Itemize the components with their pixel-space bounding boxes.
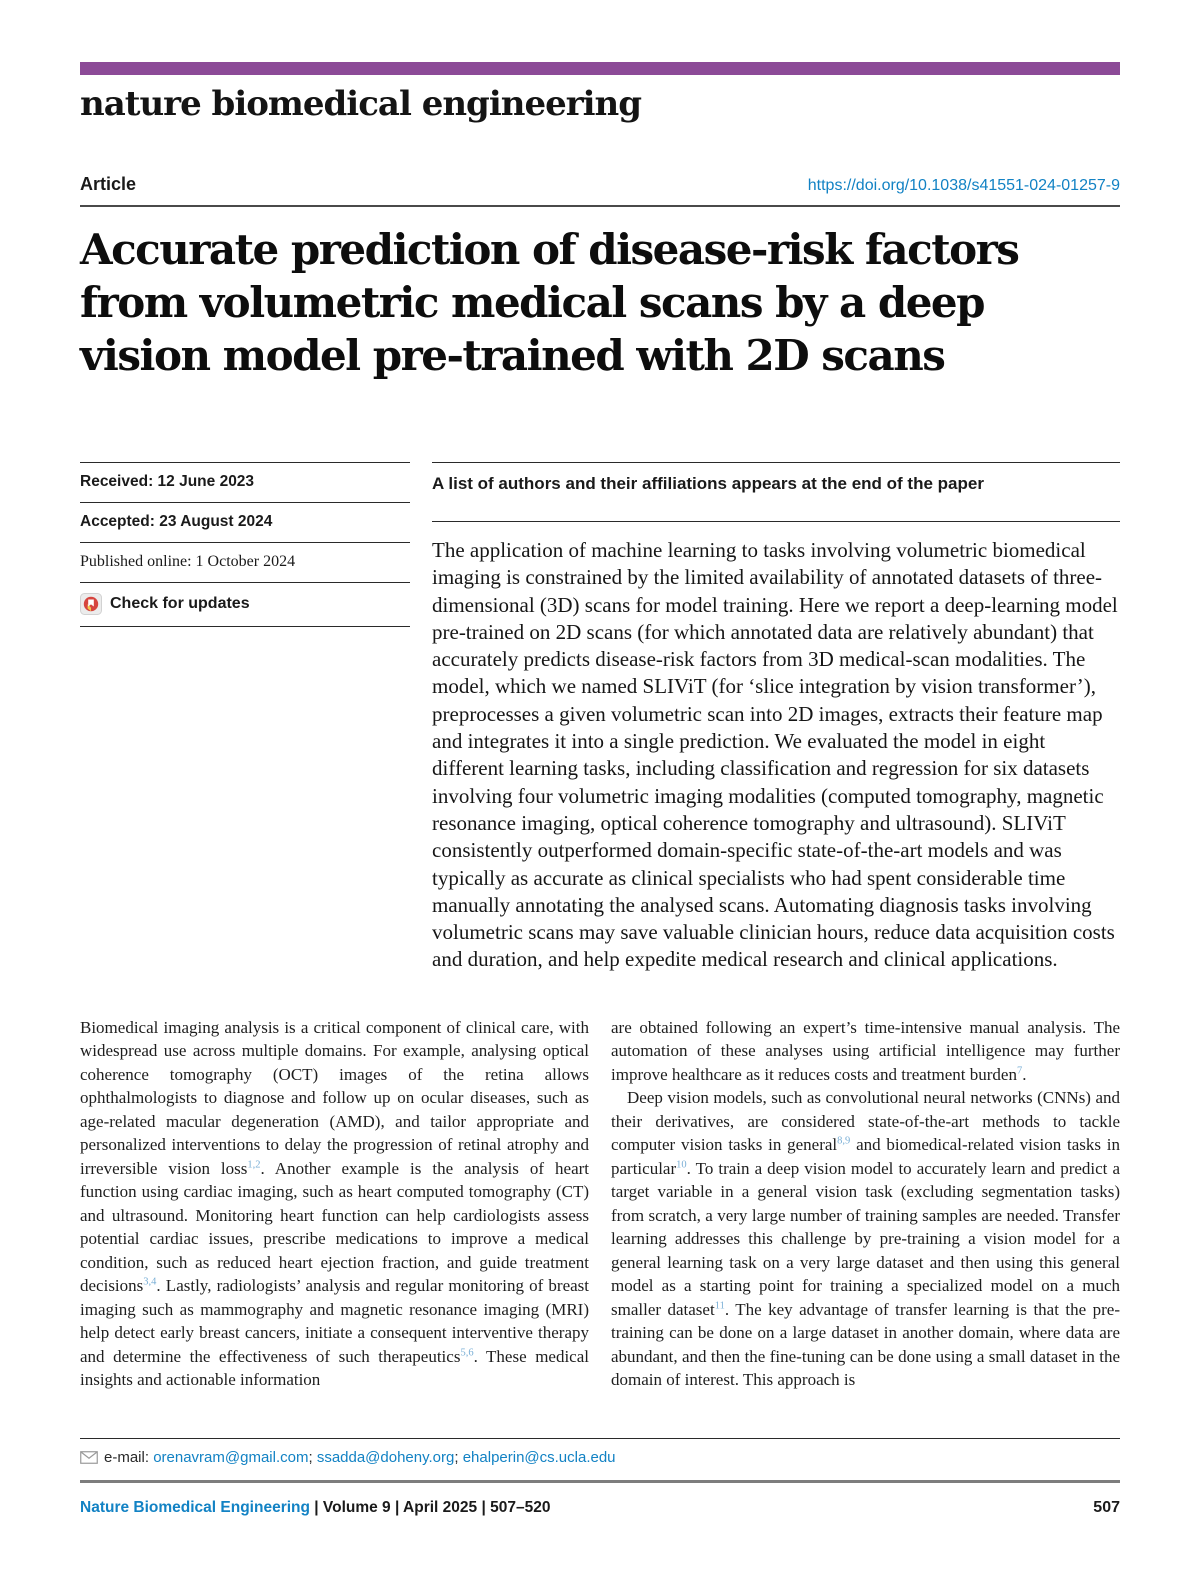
check-for-updates-button[interactable] [80, 593, 410, 615]
reference-superscript[interactable]: 3,4 [143, 1276, 157, 1288]
article-meta-column [80, 462, 410, 974]
received-date: Received: 12 June 2023 [80, 462, 410, 502]
title-line-3: vision model pre-trained with 2D scans [80, 331, 945, 380]
journal-logo: nature biomedical engineering [80, 84, 642, 124]
meta-abstract-grid [80, 462, 1120, 974]
journal-link[interactable]: Nature Biomedical Engineering [80, 1498, 310, 1516]
email-link-2[interactable]: ssadda@doheny.org [316, 1448, 455, 1466]
abstract-column [432, 462, 1120, 974]
accepted-date: Accepted: 23 August 2024 [80, 502, 410, 542]
reference-superscript[interactable]: 7 [1016, 1065, 1023, 1077]
correspondence-email-line [80, 1439, 1120, 1480]
page-number: 507 [1093, 1498, 1120, 1516]
reference-superscript[interactable]: 10 [676, 1159, 687, 1171]
body-paragraph-3: Deep vision models, such as convolutional neural networks (CNNs) and their derivatives, are considered state-of-the-art methods to tackle computer vision tasks in general$^{8,9}$ and biomedical-related vision tasks in particular$^{10}$. To train a deep vision model to accurately learn and predict a target variable in a general vision task (excluding segmentation tasks) from scratch, a very large number of training samples are needed. Transfer learning addresses this challenge by pre-training a vision model for a general learning task on a very large dataset and then using this general model as a starting point for training a specialized model on a much smaller dataset$^{11}$. The key advantage of transfer learning is that the pre-training can be done on a large dataset in another domain, where data are abundant, and then the fine-tuning can be done using a small dataset in the domain of interest. This approach is [611, 1088, 1121, 1390]
body-paragraph-2: are obtained following an expert’s time-intensive manual analysis. The automation of these analyses using artificial intelligence may further improve healthcare as it reduces costs and treatment burden$^7$. [611, 1017, 1120, 1084]
reference-superscript[interactable]: 1,2 [247, 1159, 261, 1171]
title-line-1: Accurate prediction of disease-risk factors [80, 225, 1019, 274]
doi-link[interactable]: https://doi.org/10.1038/s41551-024-01257-9 [807, 177, 1120, 194]
reference-superscript[interactable]: 5,6 [460, 1347, 474, 1359]
body-columns [80, 1016, 1120, 1392]
reference-superscript[interactable]: 11 [714, 1300, 725, 1312]
body-column-right [611, 1016, 1120, 1392]
abstract-text: The application of machine learning to tasks involving volumetric biomedical imaging is constrained by the limited availability of annotated datasets of three-dimensional (3D) scans for model training. Here we report a deep-learning model pre-trained on 2D scans (for which annotated data are relatively abundant) that accurately predicts disease-risk factors from 3D medical-scan modalities. The model, which we named SLIViT (for ‘slice integration by vision transformer’), preprocesses a given volumetric scan into 2D images, extracts their feature map and integrates it into a single prediction. We evaluated the model in eight different learning tasks, including classification and regression for six datasets involving four volumetric imaging modalities (computed tomography, magnetic resonance imaging, optical coherence tomography and ultrasound). SLIViT consistently outperformed domain-specific state-of-the-art models and was typically as accurate as clinical specialists who had spent considerable time manually annotating the analysed scans. Automating diagnosis tasks involving volumetric scans may save valuable clinician hours, reduce data acquisition costs and duration, and help expedite medical research and clinical applications. [432, 521, 1120, 974]
journal-citation: Nature Biomedical Engineering | Volume 9 | April 2025 | 507–520 [80, 1498, 551, 1516]
email-link-1[interactable]: orenavram@gmail.com [153, 1448, 309, 1466]
published-date: Published online: 1 October 2024 [80, 542, 410, 582]
email-link-3[interactable]: ehalperin@cs.ucla.edu [462, 1448, 616, 1466]
article-type-label: Article [80, 174, 137, 194]
authors-note: A list of authors and their affiliations appears at the end of the paper [432, 462, 1120, 521]
body-column-left [80, 1016, 589, 1392]
envelope-icon [80, 1451, 98, 1464]
body-paragraph-1: Biomedical imaging analysis is a critical component of clinical care, with widespread use across multiple domains. For example, analysing optical coherence tomography (OCT) images of the retina allows ophthalmologists to diagnose and follow up on ocular diseases, such as age-related macular degeneration (AMD), and tailor appropriate and personalized interventions to delay the progression of retinal atrophy and irreversible vision loss$^{1,2}$. Another example is the analysis of heart function using cardiac imaging, such as heart computed tomography (CT) and ultrasound. Monitoring heart function can help cardiologists assess potential cardiac issues, prescribe medications to improve a medical condition, such as reduced heart ejection fraction, and guide treatment decisions$^{3,4}$. Lastly, radiologists’ analysis and regular monitoring of breast imaging such as mammography and magnetic resonance imaging (MRI) help detect early breast cancers, initiate a consequent interventive therapy and determine the effectiveness of such therapeutics$^{5,6}$. These medical insights and actionable information [80, 1017, 589, 1390]
masthead-accent-bar [80, 62, 1120, 75]
check-for-updates-label: Check for updates [110, 595, 250, 612]
article-title [80, 223, 1120, 382]
email-text: e-mail: orenavram@gmail.com; ssadda@doheny.org; ehalperin@cs.ucla.edu [104, 1448, 616, 1466]
crossmark-icon [80, 593, 102, 615]
article-header-row [80, 174, 1120, 207]
footer-journal-line [80, 1483, 1120, 1517]
title-line-2: from volumetric medical scans by a deep [80, 278, 985, 327]
check-for-updates-row [80, 582, 410, 627]
reference-superscript[interactable]: 8,9 [837, 1135, 851, 1147]
